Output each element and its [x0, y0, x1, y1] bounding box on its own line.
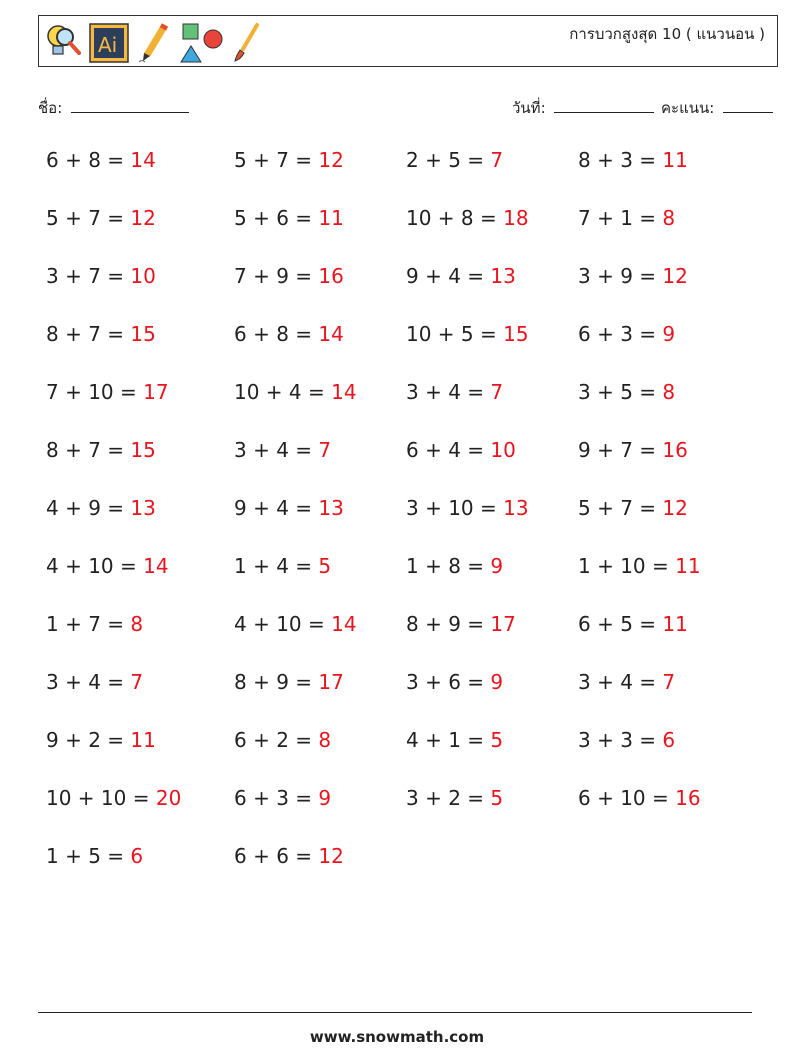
problem-item: [578, 206, 675, 230]
problem-question: 3 + 2 =: [406, 786, 491, 810]
problem-answer: 11: [662, 148, 688, 172]
problem-question: 6 + 4 =: [406, 438, 491, 462]
footer-site: www.snowmath.com: [309, 1028, 485, 1046]
problem-answer: 18: [503, 206, 529, 230]
problem-question: 3 + 4 =: [234, 438, 319, 462]
problem-question: 10 + 4 =: [234, 380, 332, 404]
problem-question: 5 + 7 =: [234, 148, 319, 172]
problem-item: [234, 206, 344, 230]
problem-item: [46, 728, 156, 752]
problem-answer: 20: [155, 786, 182, 810]
problem-answer: 13: [490, 264, 516, 288]
problem-question: 1 + 5 =: [46, 844, 131, 868]
problem-item: [46, 844, 143, 868]
problem-answer: 12: [318, 148, 344, 172]
problem-item: [46, 264, 156, 288]
problem-item: [406, 612, 516, 636]
problem-question: 9 + 4 =: [406, 264, 491, 288]
problem-question: 4 + 1 =: [406, 728, 491, 752]
problem-answer: 11: [318, 206, 344, 230]
problem-answer: 8: [662, 380, 676, 404]
problem-answer: 10: [130, 264, 156, 288]
problem-answer: 13: [503, 496, 529, 520]
problem-item: [234, 148, 344, 172]
problem-item: [234, 786, 331, 810]
problem-answer: 16: [662, 438, 688, 462]
problem-item: [234, 670, 344, 694]
problem-answer: 11: [675, 554, 701, 578]
problem-answer: 12: [130, 206, 156, 230]
problem-question: 9 + 2 =: [46, 728, 131, 752]
problem-question: 5 + 6 =: [234, 206, 319, 230]
problem-answer: 5: [490, 786, 504, 810]
problem-question: 6 + 10 =: [578, 786, 676, 810]
problem-question: 3 + 7 =: [46, 264, 131, 288]
problem-item: [46, 786, 181, 810]
problem-answer: 7: [318, 438, 332, 462]
problem-answer: 8: [318, 728, 332, 752]
problem-item: [234, 554, 331, 578]
problem-question: 3 + 9 =: [578, 264, 663, 288]
problem-answer: 7: [130, 670, 144, 694]
problem-question: 4 + 10 =: [46, 554, 144, 578]
problem-answer: 12: [662, 264, 688, 288]
problem-item: [578, 322, 675, 346]
problem-item: [46, 554, 169, 578]
problem-answer: 9: [490, 554, 504, 578]
problem-question: 7 + 1 =: [578, 206, 663, 230]
problem-answer: 17: [143, 380, 169, 404]
problem-question: 5 + 7 =: [46, 206, 131, 230]
problem-item: [406, 728, 503, 752]
problem-question: 6 + 5 =: [578, 612, 663, 636]
problem-item: [234, 264, 344, 288]
problem-answer: 14: [331, 612, 357, 636]
score-label: คะแนน:: [661, 99, 715, 117]
problem-answer: 14: [130, 148, 156, 172]
problem-question: 6 + 8 =: [46, 148, 131, 172]
problem-answer: 7: [662, 670, 676, 694]
problem-item: [578, 438, 688, 462]
problem-item: [46, 148, 156, 172]
problem-question: 6 + 3 =: [578, 322, 663, 346]
problem-item: [578, 728, 675, 752]
problem-item: [46, 206, 156, 230]
problem-item: [578, 496, 688, 520]
problem-item: [234, 612, 357, 636]
problem-item: [406, 380, 503, 404]
problem-item: [46, 496, 156, 520]
problem-question: 4 + 9 =: [46, 496, 131, 520]
problem-item: [234, 728, 331, 752]
problem-answer: 14: [331, 380, 357, 404]
problem-item: [234, 844, 344, 868]
problem-question: 8 + 7 =: [46, 438, 131, 462]
problem-answer: 8: [130, 612, 144, 636]
problem-question: 3 + 6 =: [406, 670, 491, 694]
problem-question: 8 + 3 =: [578, 148, 663, 172]
problem-answer: 16: [318, 264, 344, 288]
worksheet-title: การบวกสูงสุด 10 ( แนวนอน ): [569, 25, 765, 43]
problem-item: [234, 322, 344, 346]
problem-item: [234, 380, 357, 404]
problem-question: 3 + 4 =: [406, 380, 491, 404]
problem-question: 3 + 4 =: [46, 670, 131, 694]
problem-answer: 17: [318, 670, 344, 694]
problem-answer: 16: [675, 786, 701, 810]
problem-question: 6 + 3 =: [234, 786, 319, 810]
problem-answer: 11: [662, 612, 688, 636]
problem-question: 3 + 4 =: [578, 670, 663, 694]
problem-question: 6 + 8 =: [234, 322, 319, 346]
problem-question: 3 + 10 =: [406, 496, 504, 520]
problem-question: 6 + 6 =: [234, 844, 319, 868]
problem-item: [578, 380, 675, 404]
problem-answer: 11: [130, 728, 156, 752]
problem-answer: 9: [490, 670, 504, 694]
problem-item: [406, 264, 516, 288]
problem-answer: 13: [130, 496, 156, 520]
problem-answer: 9: [662, 322, 676, 346]
problem-item: [578, 612, 688, 636]
problem-item: [46, 438, 156, 462]
problem-question: 10 + 5 =: [406, 322, 504, 346]
problem-question: 9 + 7 =: [578, 438, 663, 462]
problem-answer: 10: [490, 438, 516, 462]
problem-question: 1 + 7 =: [46, 612, 131, 636]
problem-question: 7 + 10 =: [46, 380, 144, 404]
problem-question: 3 + 3 =: [578, 728, 663, 752]
problem-item: [46, 612, 143, 636]
problem-answer: 13: [318, 496, 344, 520]
problem-item: [406, 148, 503, 172]
problem-item: [406, 786, 503, 810]
problem-answer: 5: [490, 728, 504, 752]
problem-answer: 8: [662, 206, 676, 230]
problem-item: [406, 438, 516, 462]
problem-question: 8 + 7 =: [46, 322, 131, 346]
problem-answer: 17: [490, 612, 516, 636]
problem-question: 6 + 2 =: [234, 728, 319, 752]
problem-question: 9 + 4 =: [234, 496, 319, 520]
svg-text:Ai: Ai: [98, 33, 118, 57]
problem-item: [406, 554, 503, 578]
problem-answer: 6: [662, 728, 676, 752]
problem-answer: 7: [490, 380, 504, 404]
problem-question: 4 + 10 =: [234, 612, 332, 636]
problem-answer: 5: [318, 554, 332, 578]
problem-item: [578, 148, 688, 172]
problem-question: 7 + 9 =: [234, 264, 319, 288]
problem-answer: 15: [130, 322, 156, 346]
problem-item: [578, 670, 675, 694]
problem-answer: 12: [318, 844, 344, 868]
problem-item: [406, 206, 529, 230]
problem-item: [46, 380, 169, 404]
problem-item: [46, 322, 156, 346]
problem-question: 8 + 9 =: [406, 612, 491, 636]
problem-answer: 14: [143, 554, 169, 578]
footer-divider: [38, 1012, 752, 1013]
problem-question: 10 + 8 =: [406, 206, 504, 230]
problem-item: [46, 670, 143, 694]
problem-question: 1 + 10 =: [578, 554, 676, 578]
problem-question: 10 + 10 =: [46, 786, 156, 810]
problem-answer: 12: [662, 496, 688, 520]
problem-question: 2 + 5 =: [406, 148, 491, 172]
problem-question: 3 + 5 =: [578, 380, 663, 404]
problem-answer: 9: [318, 786, 332, 810]
problem-answer: 6: [130, 844, 144, 868]
problem-item: [578, 786, 701, 810]
problem-question: 8 + 9 =: [234, 670, 319, 694]
problem-item: [234, 438, 331, 462]
problem-item: [234, 496, 344, 520]
problem-item: [406, 496, 529, 520]
problem-question: 1 + 4 =: [234, 554, 319, 578]
problem-item: [578, 554, 701, 578]
problem-item: [578, 264, 688, 288]
problem-item: [406, 322, 529, 346]
problem-answer: 7: [490, 148, 504, 172]
problem-question: 1 + 8 =: [406, 554, 491, 578]
name-label: ชื่อ:: [38, 99, 63, 117]
problem-answer: 15: [503, 322, 529, 346]
date-label: วันที่:: [512, 99, 546, 117]
problem-answer: 15: [130, 438, 156, 462]
problem-question: 5 + 7 =: [578, 496, 663, 520]
problem-answer: 14: [318, 322, 344, 346]
problem-item: [406, 670, 503, 694]
